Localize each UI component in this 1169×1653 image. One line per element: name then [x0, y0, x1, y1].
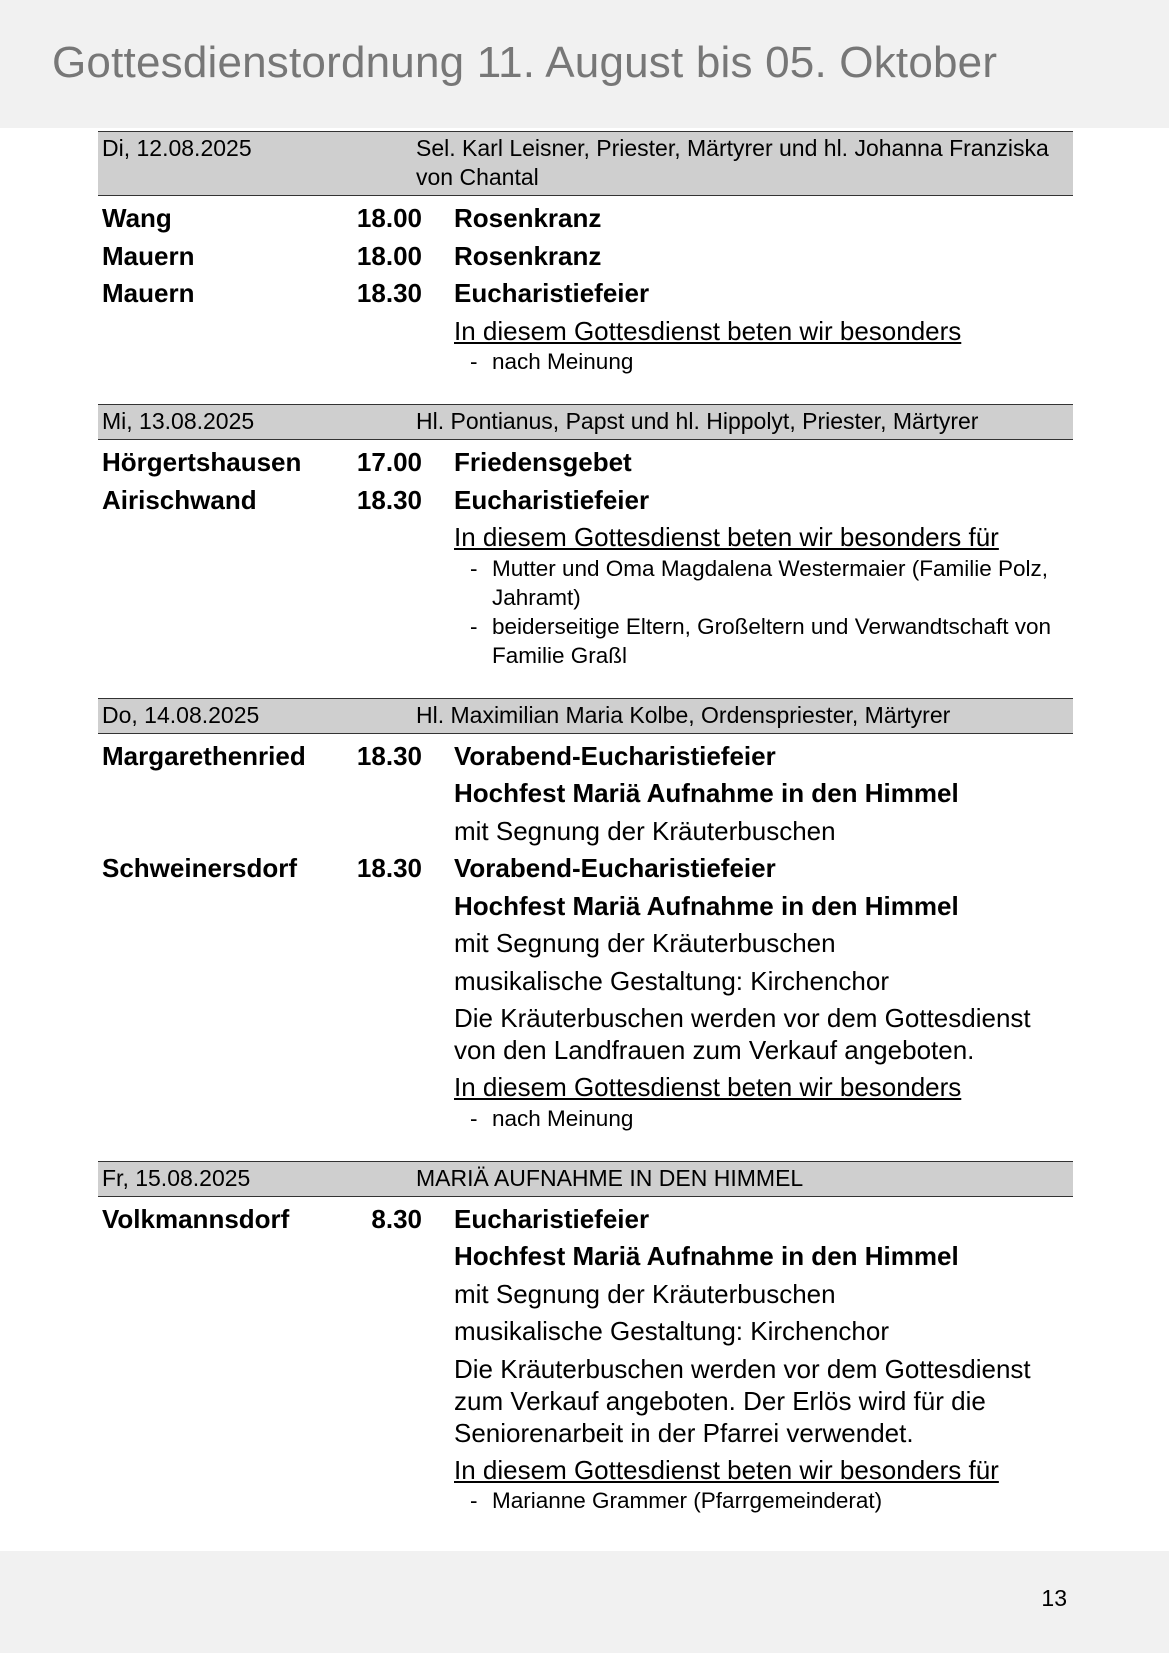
service-schedule: [98, 131, 1073, 1543]
service-line: Rosenkranz: [454, 203, 602, 233]
day-section: [98, 131, 1073, 376]
service-details: [422, 482, 1073, 670]
day-header: [98, 131, 1073, 196]
service-line: Eucharistiefeier: [454, 1203, 650, 1234]
page-header: [0, 0, 1169, 128]
day-header: [98, 1161, 1073, 1197]
day-feast: MARIÄ AUFNAHME IN DEN HIMMEL: [416, 1164, 804, 1191]
intentions-list: [454, 554, 1073, 670]
day-section: [98, 404, 1073, 670]
service-row: [98, 850, 1073, 1133]
day-feast: Sel. Karl Leisner, Priester, Märtyrer und hl. Johanna Franziska von Chantal: [416, 135, 1049, 190]
service-time: 17.00: [356, 447, 422, 477]
service-line: Eucharistiefeier: [454, 484, 650, 515]
service-line: mit Segnung der Kräuterbuschen: [454, 928, 836, 958]
intentions-list: [454, 1104, 1073, 1133]
service-row: [98, 1201, 1073, 1516]
service-details: [422, 850, 1073, 1133]
service-details: [422, 1201, 1073, 1516]
day-section: [98, 1161, 1073, 1516]
service-details: [422, 738, 1073, 851]
intention-item: - nach Meinung: [454, 347, 1073, 376]
service-details: [422, 200, 1073, 238]
service-place: Mauern: [102, 240, 195, 271]
intentions-title: In diesem Gottesdienst beten wir besonders: [454, 1072, 962, 1102]
intention-item: - Mutter und Oma Magdalena Westermaier (Familie Polz, Jahramt): [454, 554, 1073, 612]
page-footer: [0, 1551, 1169, 1653]
day-date: Di, 12.08.2025: [102, 135, 252, 161]
service-details: [422, 275, 1073, 376]
service-time: 8.30: [371, 1203, 422, 1234]
service-line: Vorabend-Eucharistiefeier: [454, 853, 776, 883]
service-time: 18.30: [356, 740, 422, 771]
service-place: Mauern: [102, 278, 195, 308]
intention-item: - beiderseitige Eltern, Großeltern und Verwandtschaft von Familie Graßl: [454, 612, 1073, 670]
service-row: [98, 200, 1073, 238]
page-title: Gottesdienstordnung 11. August bis 05. Oktober: [52, 38, 998, 87]
service-line: Hochfest Mariä Aufnahme in den Himmel: [454, 890, 959, 921]
service-place: Margarethenried: [102, 740, 306, 771]
page-number: 13: [1041, 1585, 1067, 1611]
day-date: Do, 14.08.2025: [102, 701, 260, 728]
service-time: 18.30: [356, 853, 422, 883]
service-place: Volkmannsdorf: [102, 1203, 290, 1234]
service-place: Schweinersdorf: [102, 853, 298, 883]
intentions-list: [454, 1486, 1073, 1515]
service-time: 18.00: [356, 203, 422, 233]
intentions-title: In diesem Gottesdienst beten wir besonders für: [454, 1454, 999, 1485]
service-line: Die Kräuterbuschen werden vor dem Gottesdienst von den Landfrauen zum Verkauf angeboten.: [454, 1003, 1031, 1065]
intentions-title: In diesem Gottesdienst beten wir besonders für: [454, 522, 999, 552]
service-line: Die Kräuterbuschen werden vor dem Gottesdienst zum Verkauf angeboten. Der Erlös wird für die Seniorenarbeit in der Pfarrei verwendet.: [454, 1353, 1031, 1448]
service-line: Eucharistiefeier: [454, 278, 650, 308]
service-line: Friedensgebet: [454, 447, 632, 477]
service-details: [422, 238, 1073, 276]
service-line: mit Segnung der Kräuterbuschen: [454, 1278, 836, 1309]
service-line: Vorabend-Eucharistiefeier: [454, 740, 776, 771]
intentions-title: In diesem Gottesdienst beten wir besonders: [454, 315, 962, 346]
service-place: Airischwand: [102, 484, 257, 515]
service-line: Rosenkranz: [454, 240, 602, 271]
service-line: musikalische Gestaltung: Kirchenchor: [454, 1316, 889, 1346]
service-row: [98, 238, 1073, 276]
service-line: Hochfest Mariä Aufnahme in den Himmel: [454, 778, 959, 808]
service-place: Wang: [102, 203, 172, 233]
intention-item: - nach Meinung: [454, 1104, 1073, 1133]
service-row: [98, 482, 1073, 670]
service-row: [98, 738, 1073, 851]
service-details: [422, 444, 1073, 482]
intention-item: - Marianne Grammer (Pfarrgemeinderat): [454, 1486, 1073, 1515]
intentions-list: [454, 347, 1073, 376]
day-header: [98, 404, 1073, 440]
service-row: [98, 444, 1073, 482]
service-place: Hörgertshausen: [102, 447, 302, 477]
service-time: 18.30: [356, 484, 422, 515]
day-header: [98, 698, 1073, 734]
service-line: musikalische Gestaltung: Kirchenchor: [454, 965, 889, 996]
day-feast: Hl. Pontianus, Papst und hl. Hippolyt, Priester, Märtyrer: [416, 408, 979, 434]
day-date: Fr, 15.08.2025: [102, 1164, 251, 1191]
service-time: 18.00: [356, 240, 422, 271]
day-date: Mi, 13.08.2025: [102, 408, 255, 434]
day-section: [98, 698, 1073, 1133]
service-row: [98, 275, 1073, 376]
service-line: Hochfest Mariä Aufnahme in den Himmel: [454, 1241, 959, 1271]
service-time: 18.30: [356, 278, 422, 308]
service-line: mit Segnung der Kräuterbuschen: [454, 815, 836, 846]
day-feast: Hl. Maximilian Maria Kolbe, Ordenspriester, Märtyrer: [416, 701, 951, 728]
